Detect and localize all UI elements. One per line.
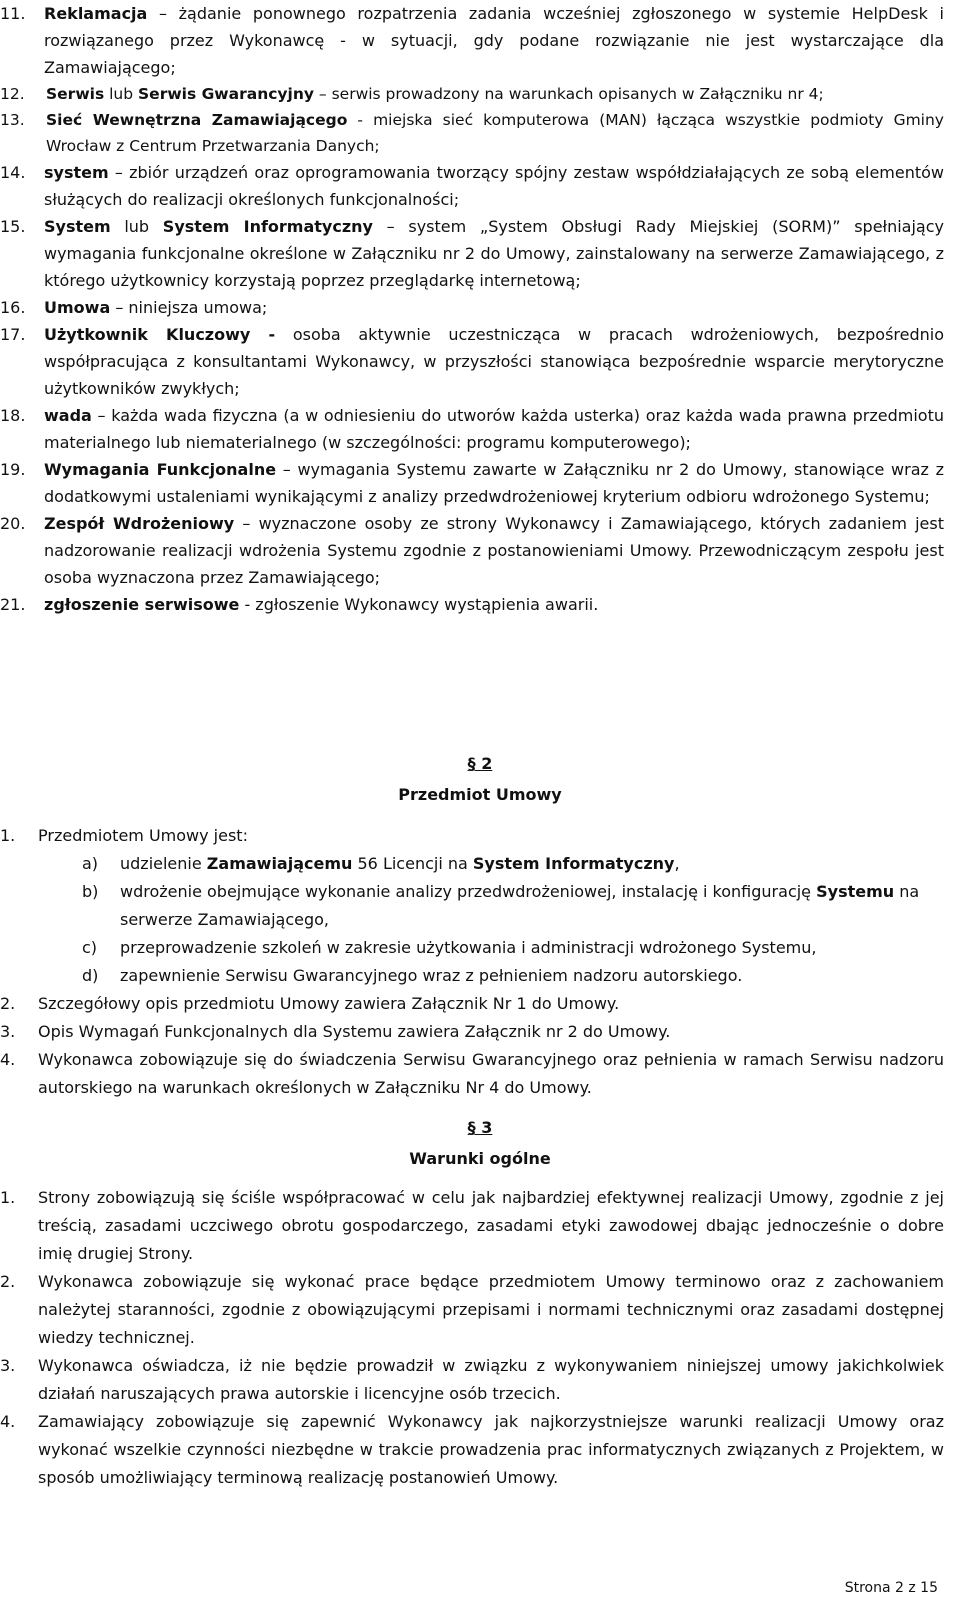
definition-number: 15. <box>0 217 26 236</box>
definition-term: Wymagania Funkcjonalne <box>44 460 277 479</box>
item-text: Wykonawca zobowiązuje się wykonać prace będące przedmiotem Umowy terminowo oraz z zachowaniem należytej staranności, zgodnie z obowiązującymi przepisami i normami technicznymi oraz zasadami dostępnej wiedzy technicznej. <box>38 1272 944 1347</box>
list-item <box>0 1408 960 1492</box>
item-text: Strony zobowiązują się ściśle współpracować w celu jak najbardziej efektywnej realizacji Umowy, zgodnie z jej treścią, zasadami uczciwego obrotu gospodarczego, zasadami etyki zawodowej dbając jednocześnie o dobre imię drugiej Strony. <box>38 1188 944 1263</box>
section3-list <box>0 1184 960 1492</box>
sub-item-letter: c) <box>82 938 98 957</box>
list-item <box>0 822 960 850</box>
definition-item <box>0 321 960 402</box>
section-heading <box>0 748 960 810</box>
sub-item-letter: d) <box>82 966 99 985</box>
sub-item-text: przeprowadzenie szkoleń w zakresie użytkowania i administracji wdrożonego Systemu, <box>120 938 817 957</box>
definition-text: – wymagania Systemu zawarte w Załączniku nr 2 do Umowy, stanowiące wraz z dodatkowymi ustaleniami wynikającymi z analizy przedwdrożeniowej kryterium odbioru wdrożonego Systemu; <box>44 460 945 506</box>
sub-item-emphasis: Systemu <box>816 882 895 901</box>
item-number: 2. <box>0 994 16 1013</box>
item-number: 4. <box>0 1412 16 1431</box>
section-title: Przedmiot Umowy <box>398 785 562 804</box>
sub-item <box>0 934 960 962</box>
definition-text: – serwis prowadzony na warunkach opisanych w Załączniku nr 4; <box>313 85 824 103</box>
definition-term: wada <box>44 406 92 425</box>
definition-item <box>0 591 960 618</box>
definition-item <box>0 213 960 294</box>
definition-number: 19. <box>0 460 26 479</box>
definition-term: Użytkownik Kluczowy - <box>44 325 276 344</box>
item-text: Opis Wymagań Funkcjonalnych dla Systemu zawiera Załącznik nr 2 do Umowy. <box>38 1022 671 1041</box>
definition-text: - zgłoszenie Wykonawcy wystąpienia awarii. <box>239 595 599 614</box>
list-item <box>0 1268 960 1352</box>
definition-term-alt: System Informatyczny <box>162 217 373 236</box>
definition-term: Sieć Wewnętrzna Zamawiającego <box>46 111 348 129</box>
section2-list <box>0 822 960 1102</box>
definition-text: osoba aktywnie uczestnicząca w pracach wdrożeniowych, bezpośrednio współpracująca z konsultantami Wykonawcy, w przyszłości stanowiąca bezpośrednie wsparcie merytoryczne użytkowników zwykłych; <box>44 325 945 398</box>
definition-number: 16. <box>0 298 26 317</box>
definition-text: – wyznaczone osoby ze strony Wykonawcy i Zamawiającego, których zadaniem jest nadzorowanie realizacji wdrożenia Systemu zgodnie z postanowieniami Umowy. Przewodniczącym zespołu jest osoba wyznaczona przez Zamawiającego; <box>44 514 945 587</box>
definition-term: Reklamacja <box>44 4 148 23</box>
definition-number: 20. <box>0 514 26 533</box>
definition-term: System <box>44 217 111 236</box>
item-number: 1. <box>0 1188 16 1207</box>
item-number: 3. <box>0 1022 16 1041</box>
definition-item <box>0 510 960 591</box>
definition-connector: lub <box>104 85 139 103</box>
definition-text: – system „System Obsługi Rady Miejskiej (SORM)” spełniający wymagania funkcjonalne określone w Załączniku nr 2 do Umowy, zainstalowany na serwerze Zamawiającego, z którego użytkownicy korzystają poprzez przeglądarkę internetową; <box>44 217 945 290</box>
definitions-list <box>0 0 960 618</box>
definition-item <box>0 294 960 321</box>
item-number: 3. <box>0 1356 16 1375</box>
definition-text: – żądanie ponownego rozpatrzenia zadania wcześniej zgłoszonego w systemie HelpDesk i rozwiązanego przez Wykonawcę - w sytuacji, gdy podane rozwiązanie nie jest wystarczające dla Zamawiającego; <box>44 4 944 77</box>
definition-number: 17. <box>0 325 26 344</box>
definition-term: Serwis <box>46 85 105 103</box>
list-item <box>0 1046 960 1102</box>
item-text: Zamawiający zobowiązuje się zapewnić Wykonawcy jak najkorzystniejsze warunki realizacji Umowy oraz wykonać wszelkie czynności niezbędne w trakcie prowadzenia prac informatycznych związanych z Projektem, w sposób umożliwiający terminową realizację postanowień Umowy. <box>38 1412 944 1487</box>
definition-item <box>0 159 960 213</box>
sub-item-text: 56 Licencji na <box>352 854 473 873</box>
definition-text: – każda wada fizyczna (a w odniesieniu do utworów każda usterka) oraz każda wada prawna przedmiotu materialnego lub niematerialnego (w szczególności: programu komputerowego); <box>44 406 944 452</box>
definition-item <box>0 0 960 81</box>
sub-item <box>0 878 960 934</box>
sub-item-emphasis: Zamawiającemu <box>206 854 353 873</box>
definition-number: 12. <box>0 85 25 103</box>
list-item <box>0 990 960 1018</box>
definition-text: - miejska sieć komputerowa (MAN) łącząca wszystkie podmioty Gminy Wrocław z Centrum Przetwarzania Danych; <box>46 111 944 155</box>
sub-item-text: zapewnienie Serwisu Gwarancyjnego wraz z pełnieniem nadzoru autorskiego. <box>120 966 743 985</box>
item-text: Wykonawca zobowiązuje się do świadczenia Serwisu Gwarancyjnego oraz pełnienia w ramach Serwisu nadzoru autorskiego na warunkach określonych w Załączniku Nr 4 do Umowy. <box>38 1050 944 1097</box>
sub-item-letter: a) <box>82 854 99 873</box>
definition-item <box>0 107 960 159</box>
section-symbol: § 3 <box>467 1118 493 1137</box>
definition-term: zgłoszenie serwisowe <box>44 595 240 614</box>
definition-connector: lub <box>110 217 163 236</box>
item-number: 4. <box>0 1050 16 1069</box>
item-text: Przedmiotem Umowy jest: <box>38 826 248 845</box>
list-item <box>0 1184 960 1268</box>
definition-number: 18. <box>0 406 26 425</box>
definition-item <box>0 456 960 510</box>
item-number: 2. <box>0 1272 16 1291</box>
item-text: Wykonawca oświadcza, iż nie będzie prowadził w związku z wykonywaniem niniejszej umowy jakichkolwiek działań naruszających prawa autorskie i licencyjne osób trzecich. <box>38 1356 944 1403</box>
sub-item-text: wdrożenie obejmujące wykonanie analizy przedwdrożeniowej, instalację i konfigurację <box>120 882 817 901</box>
definition-number: 13. <box>0 111 25 129</box>
section-heading <box>0 1112 960 1174</box>
definition-term: Umowa <box>44 298 111 317</box>
definition-term-alt: Serwis Gwarancyjny <box>138 85 314 103</box>
definition-number: 11. <box>0 4 26 23</box>
definition-number: 14. <box>0 163 26 182</box>
section-title: Warunki ogólne <box>409 1149 551 1168</box>
section-symbol: § 2 <box>467 754 493 773</box>
sub-item-text: , <box>674 854 680 873</box>
list-item <box>0 1352 960 1408</box>
definition-item <box>0 81 960 107</box>
item-number: 1. <box>0 826 16 845</box>
definition-term: Zespół Wdrożeniowy <box>44 514 235 533</box>
sub-item-letter: b) <box>82 882 99 901</box>
sub-item-emphasis: System Informatyczny <box>472 854 675 873</box>
sub-item-text: udzielenie <box>120 854 207 873</box>
definition-item <box>0 402 960 456</box>
sub-item-text: na serwerze Zamawiającego, <box>120 882 920 929</box>
definition-text: – zbiór urządzeń oraz oprogramowania tworzący spójny zestaw współdziałających ze sobą elementów służących do realizacji określonych funkcjonalności; <box>44 163 944 209</box>
sub-item <box>0 962 960 990</box>
page-number: Strona 2 z 15 <box>844 1580 938 1596</box>
definition-text: – niniejsza umowa; <box>110 298 268 317</box>
definition-term: system <box>44 163 109 182</box>
definition-number: 21. <box>0 595 26 614</box>
item-text: Szczegółowy opis przedmiotu Umowy zawiera Załącznik Nr 1 do Umowy. <box>38 994 620 1013</box>
sub-item <box>0 850 960 878</box>
list-item <box>0 1018 960 1046</box>
